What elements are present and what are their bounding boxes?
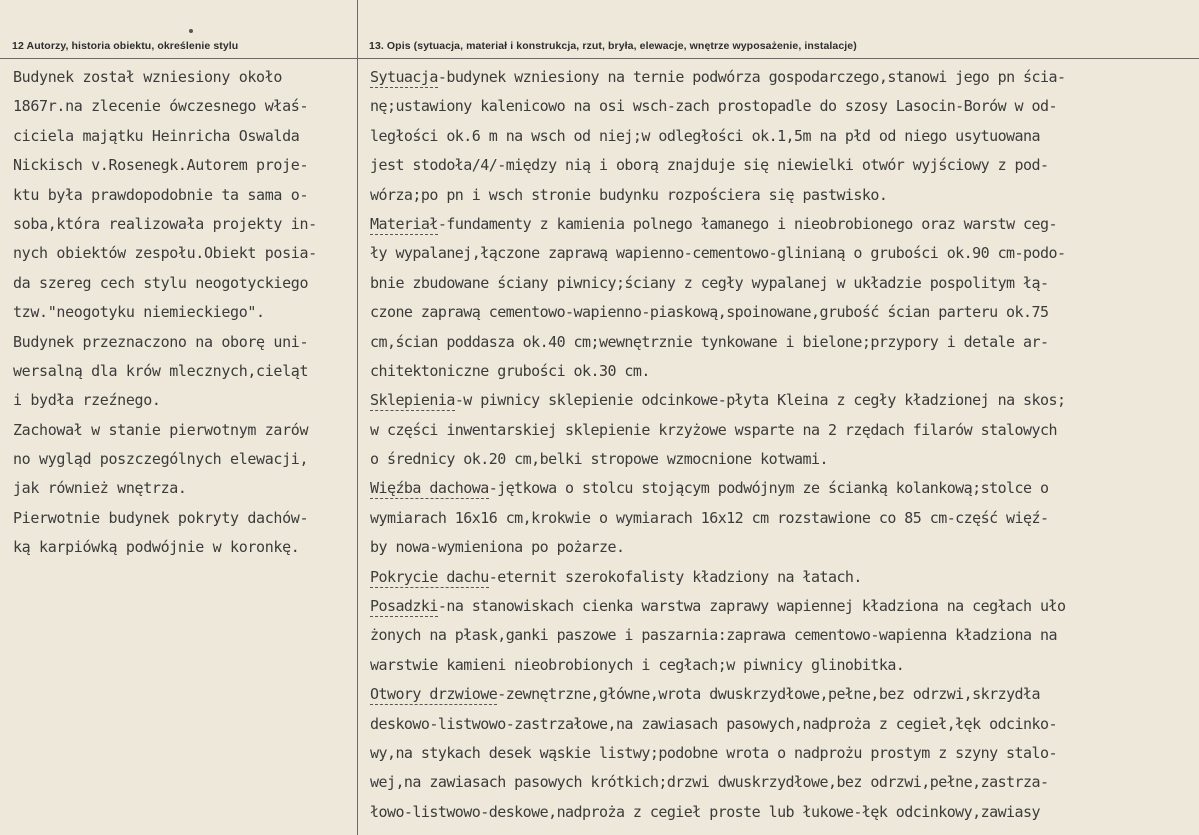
- right-text-line: [370, 210, 1198, 239]
- section-text: ły wypalanej,łączone zaprawą wapienno-cementowo-glinianą o grubości ok.90 cm-podo-: [370, 244, 1066, 263]
- left-column-header: [0, 0, 358, 59]
- section-text: wymiarach 16x16 cm,krokwie o wymiarach 16x12 cm rozstawione co 85 cm-część więź-: [370, 508, 1049, 527]
- left-text-block: [13, 63, 353, 563]
- section-text: żonych na płask,ganki paszowe i paszarnia:zaprawa cementowo-wapienna kładziona na: [370, 626, 1057, 645]
- section-text: -jętkowa o stolcu stojącym podwójnym ze ścianką kolankową;stolce o: [488, 479, 1049, 498]
- section-text: -eternit szerokofalisty kładziony na łatach.: [488, 567, 862, 586]
- left-text-line: ką karpiówką podwójnie w koronkę.: [13, 538, 300, 557]
- section-text: wy,na stykach desek wąskie listwy;podobne wrota o nadprożu prostym z szyny stalo-: [370, 743, 1057, 762]
- right-text-line: [370, 357, 1198, 386]
- left-text-line: i bydła rzeźnego.: [13, 391, 161, 410]
- right-text-line: [370, 504, 1198, 533]
- section-text: cm,ścian poddasza ok.40 cm;wewnętrznie tynkowane i bielone;przypory i detale ar-: [370, 332, 1049, 351]
- section-text: chitektoniczne grubości ok.30 cm.: [370, 361, 650, 380]
- left-header-label: 12 Autorzy, historia obiektu, określenie stylu: [12, 40, 239, 52]
- left-text-line: no wygląd poszczególnych elewacji,: [13, 450, 309, 469]
- section-text: o średnicy ok.20 cm,belki stropowe wzmocnione kotwami.: [370, 450, 828, 469]
- section-heading: Sklepienia: [370, 391, 455, 410]
- left-column: [0, 0, 358, 835]
- right-text-line: [370, 768, 1198, 797]
- left-text-line: Budynek został wzniesiony około: [13, 68, 283, 86]
- right-column-header: [358, 0, 1199, 59]
- right-text-line: [370, 445, 1198, 474]
- section-text: wórza;po pn i wsch stronie budynku rozpościera się pastwisko.: [370, 185, 888, 204]
- right-text-line: [370, 92, 1198, 121]
- section-text: nę;ustawiony kalenicowo na osi wsch-zach prostopadle do szosy Lasocin-Borów w od-: [370, 97, 1057, 116]
- left-text-line: tzw."neogotyku niemieckiego".: [13, 303, 265, 322]
- left-text-line: Zachował w stanie pierwotnym zarów: [13, 420, 309, 439]
- right-text-line: [370, 181, 1198, 210]
- right-text-line: [370, 621, 1198, 650]
- left-text-line: Pierwotnie budynek pokryty dachów-: [13, 508, 309, 527]
- section-text: -w piwnicy sklepienie odcinkowe-płyta Kleina z cegły kładzionej na skos;: [454, 391, 1066, 410]
- right-text-line: [370, 798, 1198, 827]
- section-text: by nowa-wymieniona po pożarze.: [370, 538, 625, 557]
- left-text-line: Nickisch v.Rosenegk.Autorem proje-: [13, 156, 309, 175]
- right-text-line: [370, 416, 1198, 445]
- right-text-line: [370, 122, 1198, 151]
- section-heading: Więźba dachowa: [370, 479, 489, 498]
- right-text-line: [370, 63, 1198, 92]
- section-text: warstwie kamieni nieobrobionych i cegłach;w piwnicy glinobitka.: [370, 655, 905, 674]
- right-text-line: [370, 239, 1198, 268]
- section-text: deskowo-listwowo-zastrzałowe,na zawiasach pasowych,nadproża z cegieł,łęk odcinko-: [370, 714, 1057, 733]
- section-text: -zewnętrzne,główne,wrota dwuskrzydłowe,pełne,bez odrzwi,skrzydła: [497, 685, 1040, 704]
- section-text: czone zaprawą cementowo-wapienno-piaskową,spoinowane,grubość ścian parteru ok.75: [370, 303, 1049, 322]
- right-text-line: [370, 269, 1198, 298]
- section-heading: Pokrycie dachu: [370, 567, 489, 586]
- right-text-line: [370, 710, 1198, 739]
- right-text-line: [370, 474, 1198, 503]
- left-text-line: ktu była prawdopodobnie ta sama o-: [13, 185, 309, 204]
- right-header-label: 13. Opis (sytuacja, materiał i konstrukcja, rzut, bryła, elewacje, wnętrze wyposażenie, instalacje): [369, 40, 857, 52]
- section-text: wej,na zawiasach pasowych krótkich;drzwi dwuskrzydłowe,bez odrzwi,pełne,zastrza-: [370, 773, 1049, 792]
- left-text-line: wersalną dla krów mlecznych,cieląt: [13, 361, 309, 380]
- section-text: -fundamenty z kamienia polnego łamanego i nieobrobionego oraz warstw ceg-: [437, 214, 1057, 233]
- section-text: -na stanowiskach cienka warstwa zaprawy wapiennej kładziona na cegłach uło: [437, 597, 1066, 616]
- section-text: w części inwentarskiej sklepienie krzyżowe wsparte na 2 rzędach filarów stalowych: [370, 420, 1057, 439]
- left-text-line: jak również wnętrza.: [13, 479, 187, 498]
- left-text-line: Budynek przeznaczono na oborę uni-: [13, 332, 309, 351]
- left-text-line: soba,która realizowała projekty in-: [13, 214, 317, 233]
- right-text-line: [370, 386, 1198, 415]
- right-text-line: [370, 298, 1198, 327]
- section-heading: Otwory drzwiowe: [370, 685, 498, 704]
- right-text-block: [370, 63, 1198, 827]
- left-text-line: nych obiektów zespołu.Obiekt posia-: [13, 244, 317, 263]
- right-text-line: [370, 563, 1198, 592]
- right-text-line: [370, 592, 1198, 621]
- section-text: -budynek wzniesiony na ternie podwórza gospodarczego,stanowi jego pn ścia-: [437, 68, 1066, 86]
- right-text-line: [370, 680, 1198, 709]
- section-text: bnie zbudowane ściany piwnicy;ściany z cegły wypalanej w układzie pospolitym łą-: [370, 273, 1049, 292]
- left-text-line: da szereg cech stylu neogotyckiego: [13, 273, 309, 292]
- section-heading: Materiał: [370, 214, 438, 233]
- section-text: łowo-listwowo-deskowe,nadproża z cegieł proste lub łukowe-łęk odcinkowy,zawiasy: [370, 802, 1040, 821]
- section-heading: Posadzki: [370, 597, 438, 616]
- right-text-line: [370, 651, 1198, 680]
- section-text: ległości ok.6 m na wsch od niej;w odległości ok.1,5m na płd od niego usytuowana: [370, 126, 1040, 145]
- section-text: jest stodoła/4/-między nią i oborą znajduje się niewielki otwór wyjściowy z pod-: [370, 156, 1049, 175]
- right-text-line: [370, 151, 1198, 180]
- right-text-line: [370, 328, 1198, 357]
- right-text-line: [370, 533, 1198, 562]
- left-text-line: 1867r.na zlecenie ówczesnego właś-: [13, 97, 309, 116]
- punch-hole-mark: [189, 29, 193, 33]
- left-text-line: ciciela majątku Heinricha Oswalda: [13, 126, 300, 145]
- section-heading: Sytuacja: [370, 68, 438, 86]
- right-text-line: [370, 739, 1198, 768]
- right-column: [358, 0, 1199, 835]
